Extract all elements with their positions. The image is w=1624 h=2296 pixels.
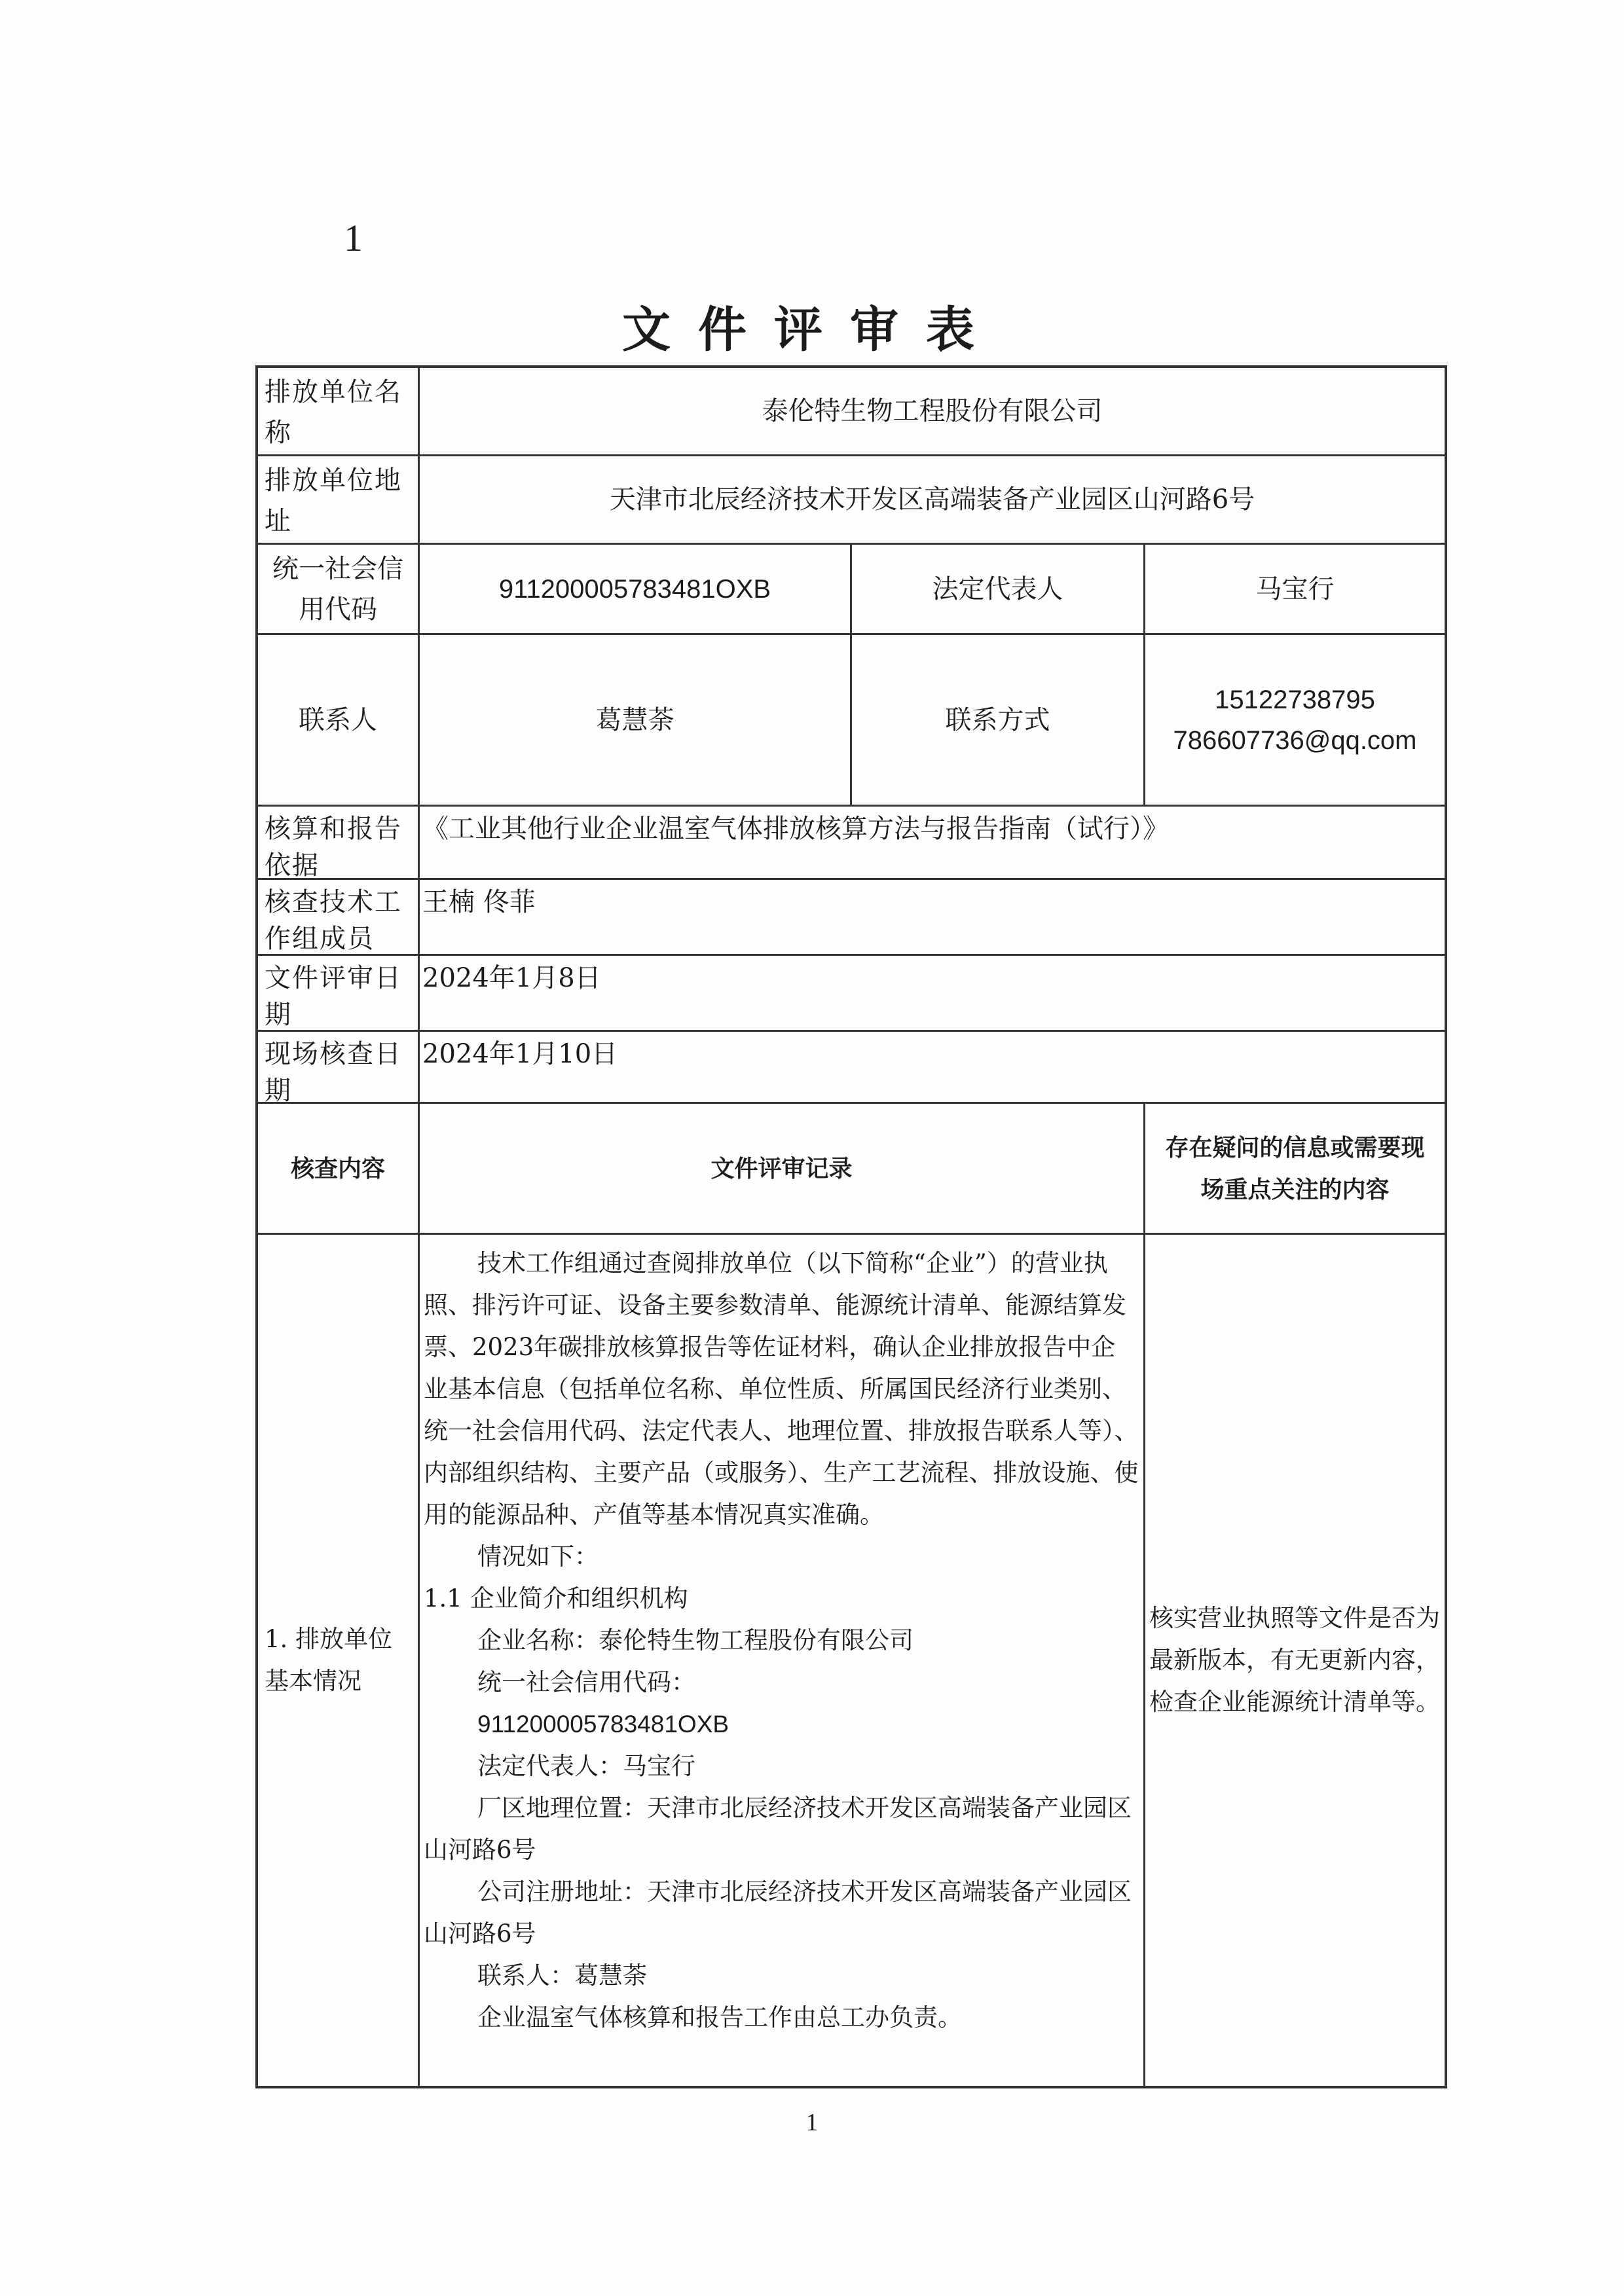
page-number-bottom: 1 bbox=[805, 2109, 819, 2136]
registered-address-line: 公司注册地址：天津市北辰经济技术开发区高端装备产业园区山河路6号 bbox=[424, 1878, 1132, 1948]
responsibility-line: 企业温室气体核算和报告工作由总工办负责。 bbox=[477, 2003, 962, 2032]
contact-label: 联系人 bbox=[258, 635, 420, 805]
row-team bbox=[258, 880, 1445, 956]
section-1-subheading: 1.1 企业简介和组织机构 bbox=[424, 1584, 688, 1613]
row-contact bbox=[258, 635, 1445, 807]
credit-code-line-value: 911200005783481OXB bbox=[477, 1711, 729, 1738]
basis-value: 《工业其他行业企业温室气体排放核算方法与报告指南（试行）》 bbox=[422, 814, 1169, 844]
review-date-value: 2024年1月8日 bbox=[422, 963, 601, 993]
basis-label: 核算和报告依据 bbox=[258, 807, 420, 878]
team-label: 核查技术工作组成员 bbox=[258, 880, 420, 954]
row-site-date bbox=[258, 1032, 1445, 1104]
plant-location-line: 厂区地理位置：天津市北辰经济技术开发区高端装备产业园区山河路6号 bbox=[424, 1794, 1132, 1864]
legal-rep-value: 马宝行 bbox=[1255, 574, 1335, 604]
site-date-value: 2024年1月10日 bbox=[422, 1039, 618, 1069]
document-title: 文件评审表 bbox=[622, 302, 1002, 358]
section-1-intro: 技术工作组通过查阅排放单位（以下简称“企业”）的营业执照、排污许可证、设备主要参数清单、能源统计清单、能源结算发票、2023年碳排放核算报告等佐证材料，确认企业排放报告中企业基本信息（包括单位名称、单位性质、所属国民经济行业类别、统一社会信用代码、法定代表人、地理位置、排放报告联系人等）、内部组织结构、主要产品（或服务）、生产工艺流程、排放设施、使用的能源品种、产值等基本情况真实准确。 bbox=[424, 1249, 1139, 1529]
row-credit-code bbox=[258, 545, 1445, 635]
unit-address-label: 排放单位地址 bbox=[258, 456, 420, 543]
legal-rep-label: 法定代表人 bbox=[852, 545, 1145, 633]
header-record: 文件评审记录 bbox=[420, 1104, 1145, 1233]
header-content: 核查内容 bbox=[258, 1104, 420, 1233]
row-section-headers bbox=[258, 1104, 1445, 1235]
contact-line: 联系人：葛慧荼 bbox=[477, 1961, 647, 1990]
unit-name-value: 泰伦特生物工程股份有限公司 bbox=[762, 396, 1103, 426]
contact-method-label: 联系方式 bbox=[852, 635, 1145, 805]
site-date-label: 现场核查日期 bbox=[258, 1032, 420, 1102]
unit-address-value: 天津市北辰经济技术开发区高端装备产业园区山河路6号 bbox=[609, 484, 1255, 515]
section-1-issues: 核实营业执照等文件是否为最新版本，有无更新内容，检查企业能源统计清单等。 bbox=[1149, 1604, 1440, 1716]
team-value: 王楠 佟菲 bbox=[422, 887, 536, 917]
contact-method-value bbox=[1145, 635, 1445, 805]
unit-name-label: 排放单位名称 bbox=[258, 368, 420, 454]
contact-value: 葛慧荼 bbox=[420, 635, 852, 805]
legal-rep-line: 法定代表人：马宝行 bbox=[477, 1752, 695, 1780]
review-form bbox=[255, 365, 1447, 2088]
company-name-line: 企业名称：泰伦特生物工程股份有限公司 bbox=[477, 1626, 913, 1654]
contact-phone: 15122738795 bbox=[1215, 685, 1375, 714]
review-date-label: 文件评审日期 bbox=[258, 956, 420, 1030]
section-1-situation: 情况如下： bbox=[477, 1542, 599, 1571]
row-unit-address bbox=[258, 456, 1445, 545]
row-basis bbox=[258, 807, 1445, 880]
credit-code-value: 911200005783481OXB bbox=[420, 545, 852, 633]
page-number-top: 1 bbox=[344, 217, 363, 259]
credit-code-label: 统一社会信用代码 bbox=[258, 545, 420, 633]
contact-email: 786607736@qq.com bbox=[1173, 725, 1417, 755]
credit-code-line-label: 统一社会信用代码： bbox=[477, 1668, 695, 1696]
row-section-1 bbox=[258, 1235, 1445, 2086]
header-issues: 存在疑问的信息或需要现场重点关注的内容 bbox=[1165, 1133, 1425, 1203]
review-table bbox=[255, 365, 1447, 2088]
row-review-date bbox=[258, 956, 1445, 1032]
section-1-record bbox=[420, 1235, 1145, 2086]
section-1-title: 1. 排放单位基本情况 bbox=[258, 1235, 420, 2086]
row-unit-name bbox=[258, 368, 1445, 456]
